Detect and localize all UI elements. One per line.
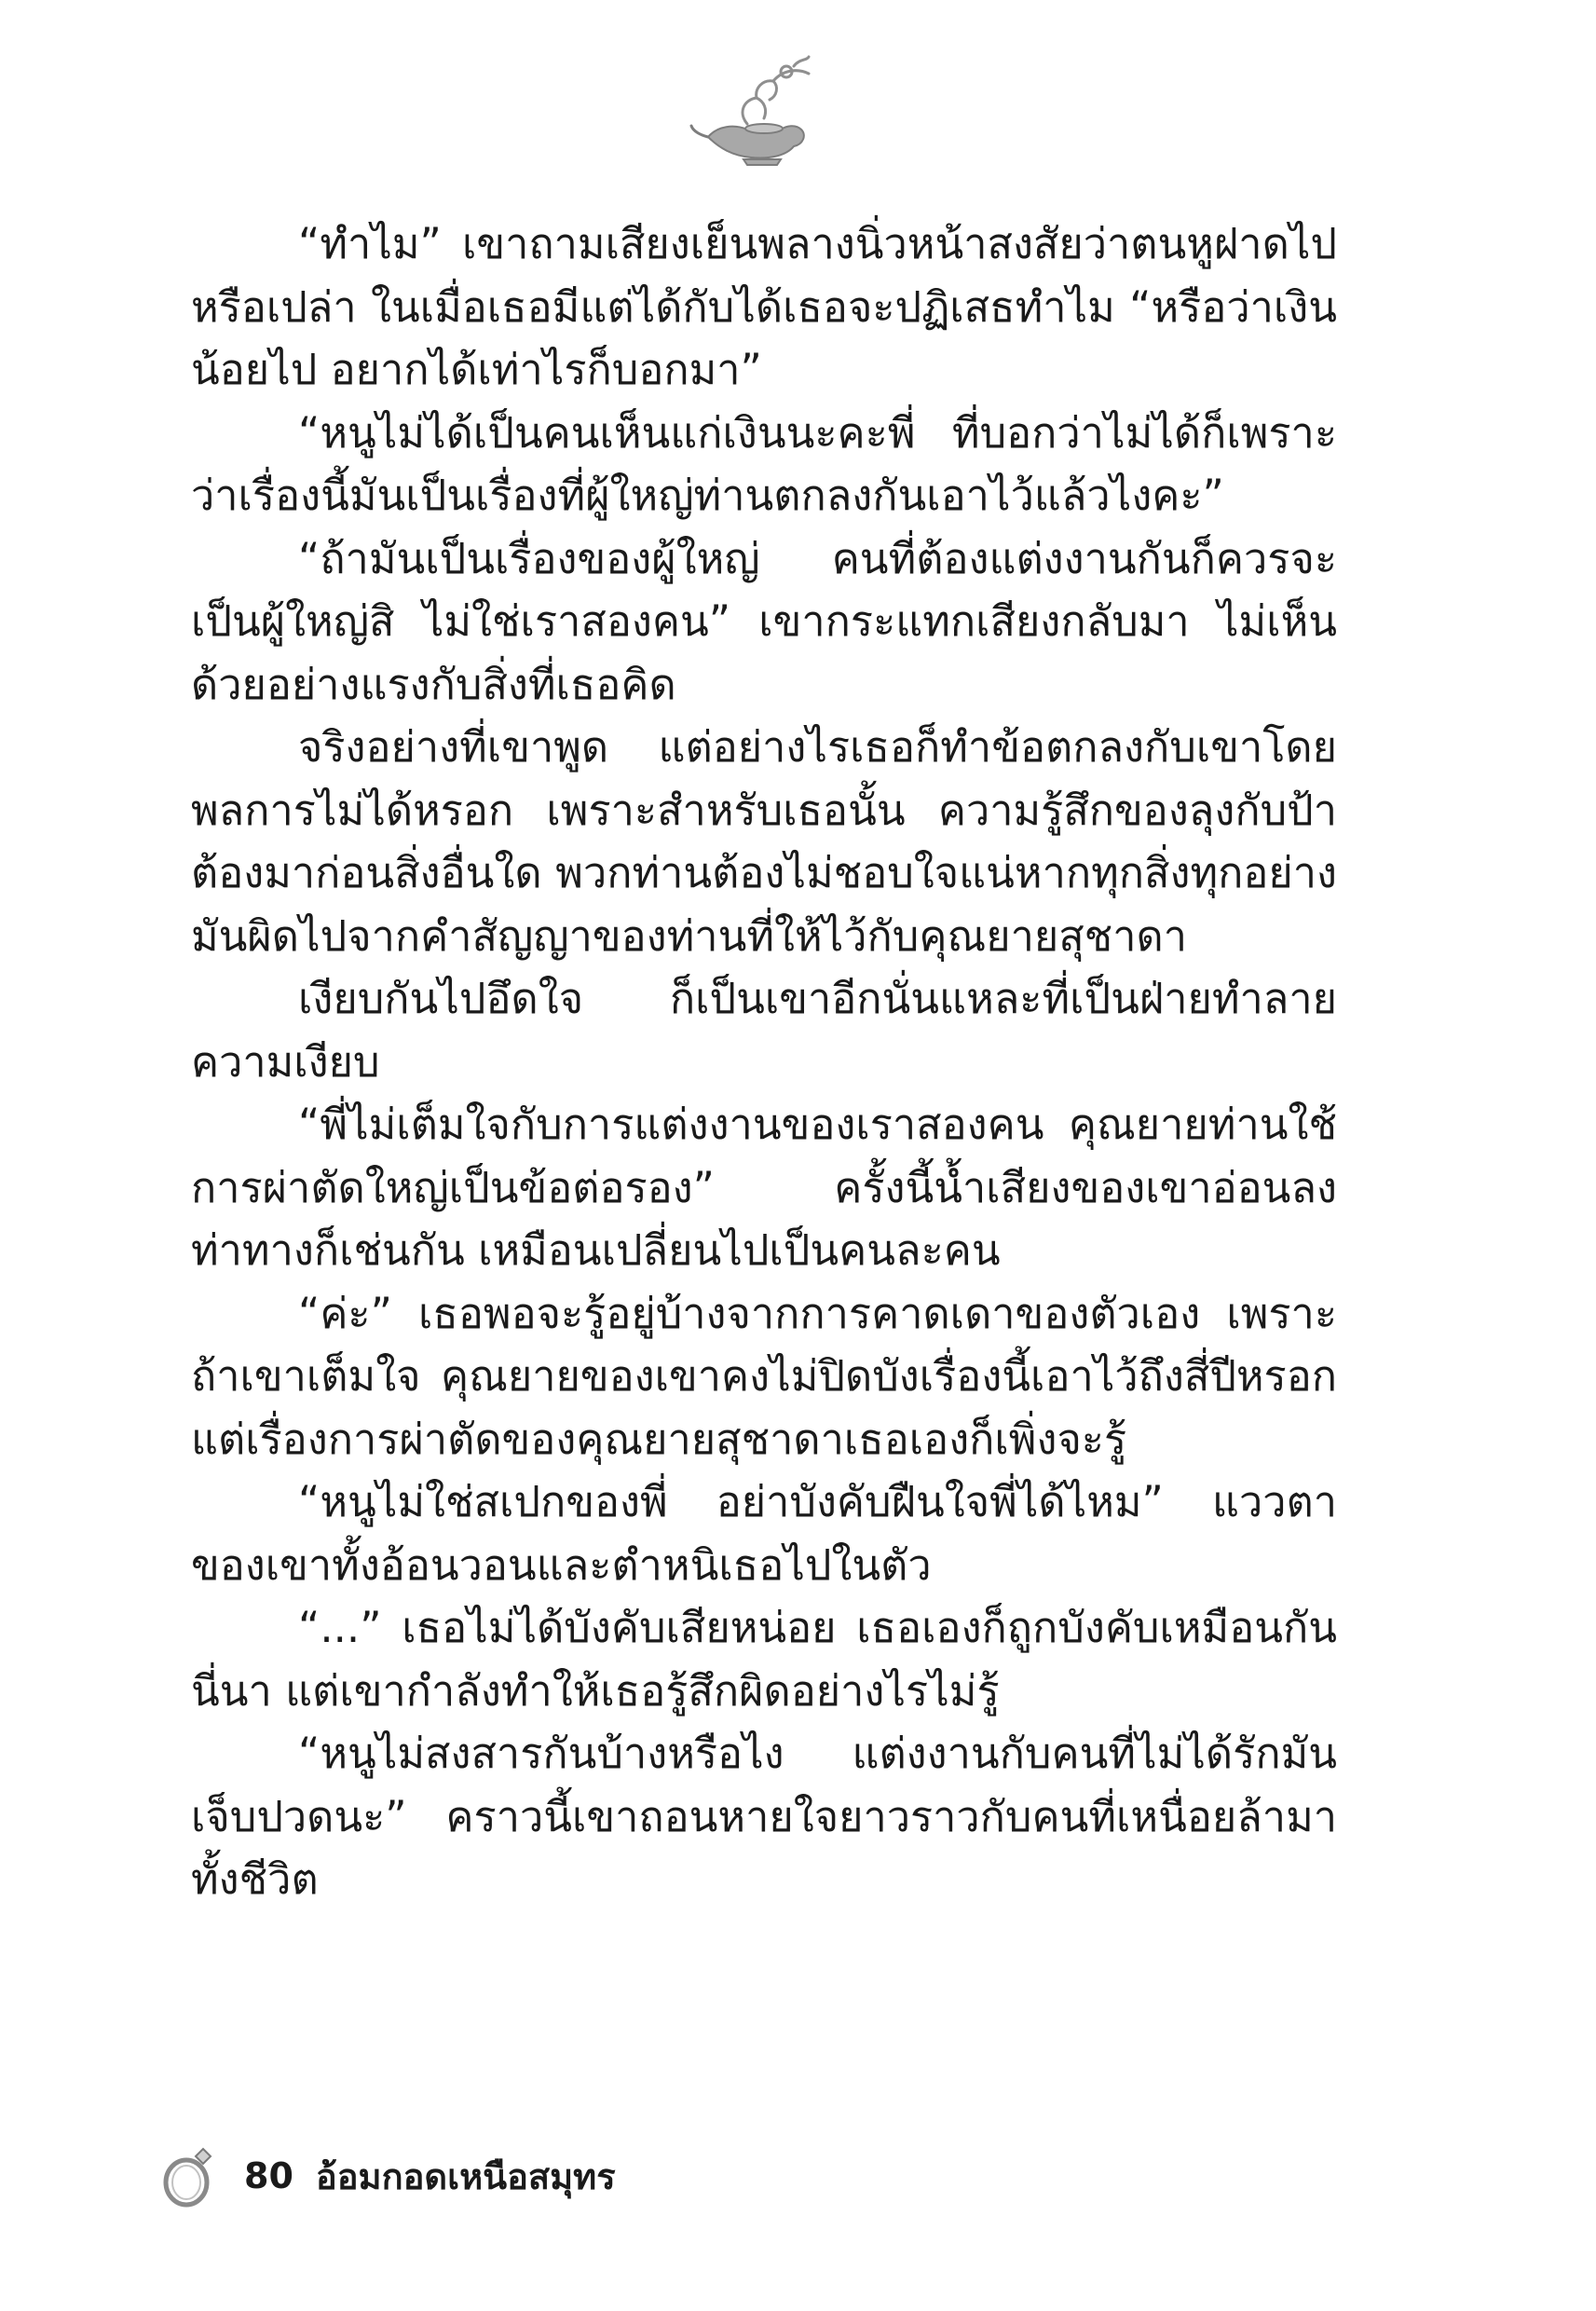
paragraph: “ค่ะ” เธอพอจะรู้อยู่บ้างจากการคาดเดาของตัวเอง เพราะถ้าเขาเต็มใจ คุณยายของเขาคงไม่ปิดบังเรื่องนี้เอาไว้ถึงสี่ปีหรอก แต่เรื่องการผ่าตัดของคุณยายสุชาดาเธอเองก็เพิ่งจะรู้ bbox=[191, 1288, 1337, 1464]
book-title: อ้อมกอดเหนือสมุทร bbox=[315, 2155, 616, 2197]
page-number: 80 bbox=[244, 2155, 293, 2196]
page-footer bbox=[158, 2143, 811, 2208]
paragraph: เงียบกันไปอึดใจ ก็เป็นเขาอีกนั่นแหละที่เป็นฝ่ายทำลายความเงียบ bbox=[191, 974, 1337, 1087]
paragraph: “หนูไม่ได้เป็นคนเห็นแก่เงินนะคะพี่ ที่บอกว่าไม่ได้ก็เพราะว่าเรื่องนี้มันเป็นเรื่องที่ผู้ใหญ่ท่านตกลงกันเอาไว้แล้วไงคะ” bbox=[191, 407, 1337, 520]
paragraph: จริงอย่างที่เขาพูด แต่อย่างไรเธอก็ทำข้อตกลงกับเขาโดยพลการไม่ได้หรอก เพราะสำหรับเธอนั้น ความรู้สึกของลุงกับป้าต้องมาก่อนสิ่งอื่นใด พวกท่านต้องไม่ชอบใจแน่หากทุกสิ่งทุกอย่างมันผิดไปจากคำสัญญาของท่านที่ให้ไว้กับคุณยายสุชาดา bbox=[191, 722, 1337, 961]
paragraph: “...” เธอไม่ได้บังคับเสียหน่อย เธอเองก็ถูกบังคับเหมือนกันนี่นา แต่เขากำลังทำให้เธอรู้สึกผิดอย่างไรไม่รู้ bbox=[191, 1603, 1337, 1716]
magic-lamp-genie-icon bbox=[689, 51, 820, 168]
paragraph: “ทำไม” เขาถามเสียงเย็นพลางนิ่วหน้าสงสัยว่าตนหูฝาดไปหรือเปล่า ในเมื่อเธอมีแต่ได้กับได้เธอจะปฏิเสธทำไม “หรือว่าเงินน้อยไป อยากได้เท่าไรก็บอกมา” bbox=[191, 219, 1337, 394]
paragraph: “พี่ไม่เต็มใจกับการแต่งงานของเราสองคน คุณยายท่านใช้การผ่าตัดใหญ่เป็นข้อต่อรอง” ครั้งนี้น้ำเสียงของเขาอ่อนลง ท่าทางก็เช่นกัน เหมือนเปลี่ยนไปเป็นคนละคน bbox=[191, 1100, 1337, 1275]
paragraph: “ถ้ามันเป็นเรื่องของผู้ใหญ่ คนที่ต้องแต่งงานกันก็ควรจะเป็นผู้ใหญ่สิ ไม่ใช่เราสองคน” เขากระแทกเสียงกลับมา ไม่เห็นด้วยอย่างแรงกับสิ่งที่เธอคิด bbox=[191, 533, 1337, 709]
story-text bbox=[191, 212, 1337, 2123]
paragraph: “หนูไม่ใช่สเปกของพี่ อย่าบังคับฝืนใจพี่ได้ไหม” แววตาของเขาทั้งอ้อนวอนและตำหนิเธอไปในตัว bbox=[191, 1477, 1337, 1590]
paragraph: “หนูไม่สงสารกันบ้างหรือไง แต่งงานกับคนที่ไม่ได้รักมันเจ็บปวดนะ” คราวนี้เขาถอนหายใจยาวราวกับคนที่เหนื่อยล้ามาทั้งชีวิต bbox=[191, 1729, 1337, 1904]
ring-icon bbox=[158, 2143, 216, 2208]
